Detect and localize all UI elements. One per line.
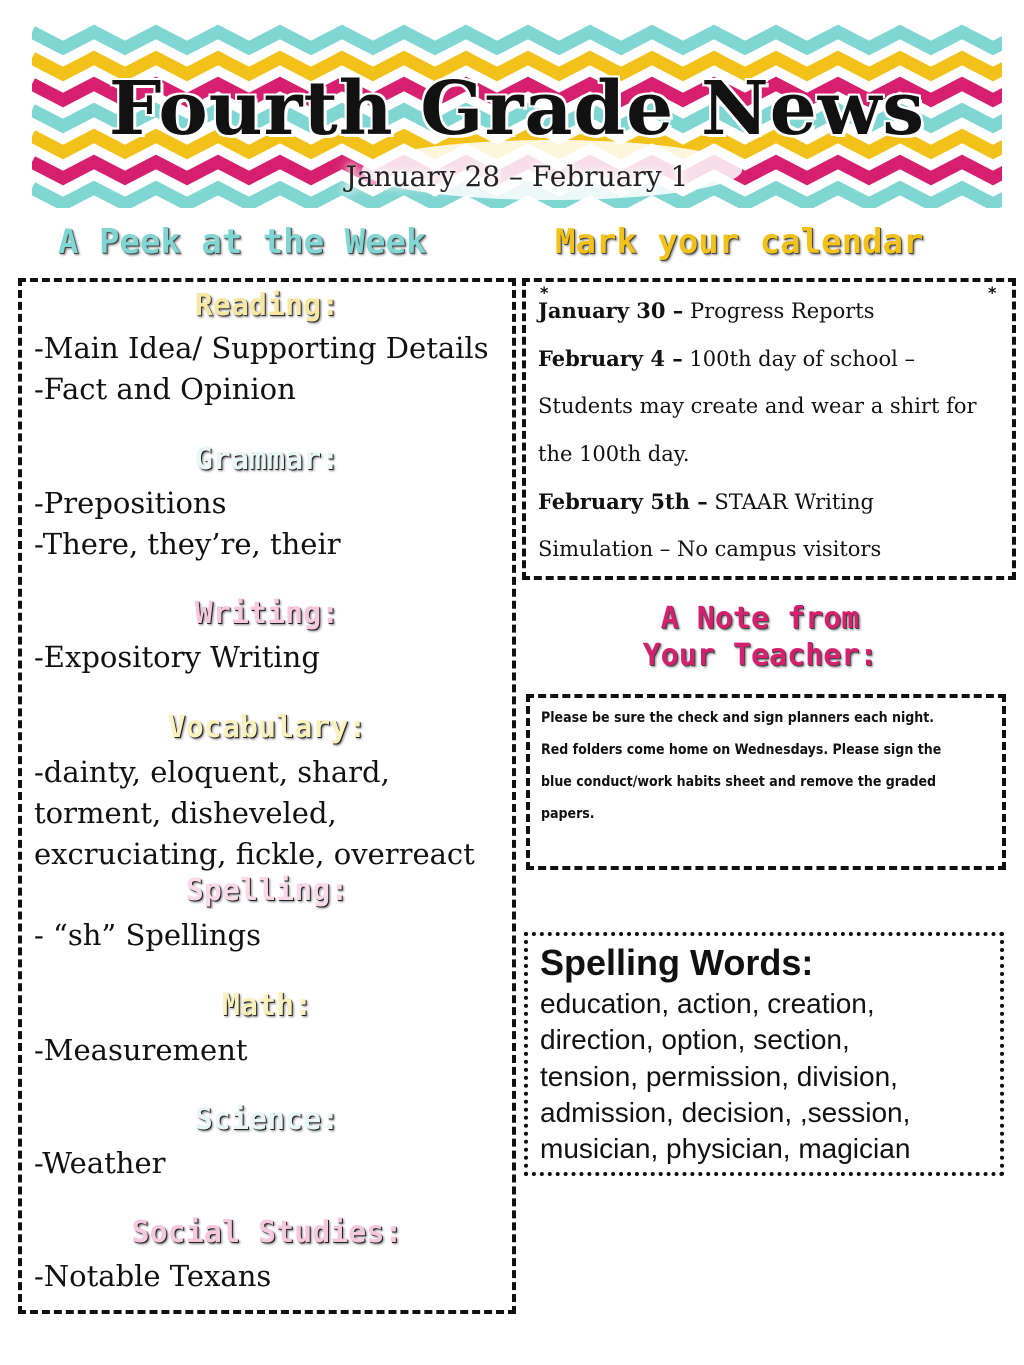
subject-vocabulary: Vocabulary:	[167, 710, 367, 745]
teacher-note-line: Red folders come home on Wednesdays. Please sign the	[541, 742, 942, 758]
calendar-item	[538, 298, 1008, 323]
subject-social-studies: Social Studies:	[131, 1215, 403, 1250]
mark-calendar-heading: Mark your calendar	[555, 222, 924, 262]
teacher-note-line: Please be sure the check and sign planners each night.	[541, 710, 935, 726]
math-line: -Measurement	[34, 1033, 248, 1067]
science-line: -Weather	[34, 1146, 166, 1180]
spelling-words-line: education, action, creation,	[540, 988, 875, 1019]
social-studies-line: -Notable Texans	[34, 1259, 272, 1293]
spelling-words-line: direction, option, section,	[540, 1024, 850, 1055]
grammar-line: -Prepositions	[34, 486, 227, 520]
calendar-date: February 5th –	[538, 489, 708, 514]
calendar-text: 100th day of school –	[682, 347, 915, 371]
calendar-date: February 4 –	[538, 346, 683, 371]
calendar-item	[538, 537, 1008, 561]
calendar-item	[538, 442, 1008, 466]
star-mark: *	[988, 283, 997, 302]
vocabulary-line: excruciating, fickle, overreact	[34, 837, 475, 871]
calendar-item	[538, 489, 1008, 514]
subject-reading: Reading:	[194, 288, 340, 323]
teacher-note-heading-line: Your Teacher:	[642, 638, 878, 673]
calendar-box	[522, 278, 1016, 580]
spelling-words-line: admission, decision, ,session,	[540, 1097, 911, 1128]
header-banner	[32, 18, 1002, 208]
teacher-note-heading	[525, 600, 995, 674]
calendar-text: Progress Reports	[683, 299, 875, 323]
writing-line: -Expository Writing	[34, 640, 320, 674]
newsletter-dates: January 28 – February 1	[345, 160, 689, 193]
calendar-text: Simulation – No campus visitors	[538, 537, 882, 561]
reading-line: -Fact and Opinion	[34, 372, 296, 406]
teacher-note-line: papers.	[541, 806, 595, 822]
spelling-words-line: musician, physician, magician	[540, 1133, 911, 1164]
calendar-item	[538, 394, 1008, 418]
teacher-note-line: blue conduct/work habits sheet and remove the graded	[541, 774, 937, 790]
star-mark: *	[540, 283, 549, 302]
subject-writing: Writing:	[194, 596, 340, 631]
newsletter-title: Fourth Grade News	[108, 66, 926, 152]
subject-grammar: Grammar:	[194, 442, 340, 477]
spelling-words-title: Spelling Words:	[540, 942, 814, 983]
calendar-date: January 30 –	[538, 298, 684, 323]
subject-science: Science:	[194, 1102, 340, 1137]
vocabulary-line: -dainty, eloquent, shard,	[34, 755, 390, 789]
chevron-stripe	[32, 32, 1002, 48]
grammar-line: -There, they’re, their	[34, 527, 341, 561]
subject-spelling: Spelling:	[185, 873, 349, 908]
calendar-item	[538, 346, 1008, 371]
spelling-words-line: tension, permission, division,	[540, 1061, 898, 1092]
teacher-note-heading-line: A Note from	[660, 601, 860, 636]
subject-math: Math:	[221, 988, 313, 1023]
calendar-text: Students may create and wear a shirt for	[538, 394, 977, 418]
calendar-text: STAAR Writing	[707, 490, 874, 514]
peek-at-week-heading: A Peek at the Week	[58, 222, 427, 262]
spelling-line: - “sh” Spellings	[34, 918, 261, 952]
calendar-text: the 100th day.	[538, 442, 690, 466]
vocabulary-line: torment, disheveled,	[34, 796, 337, 830]
reading-line: -Main Idea/ Supporting Details	[34, 331, 489, 365]
